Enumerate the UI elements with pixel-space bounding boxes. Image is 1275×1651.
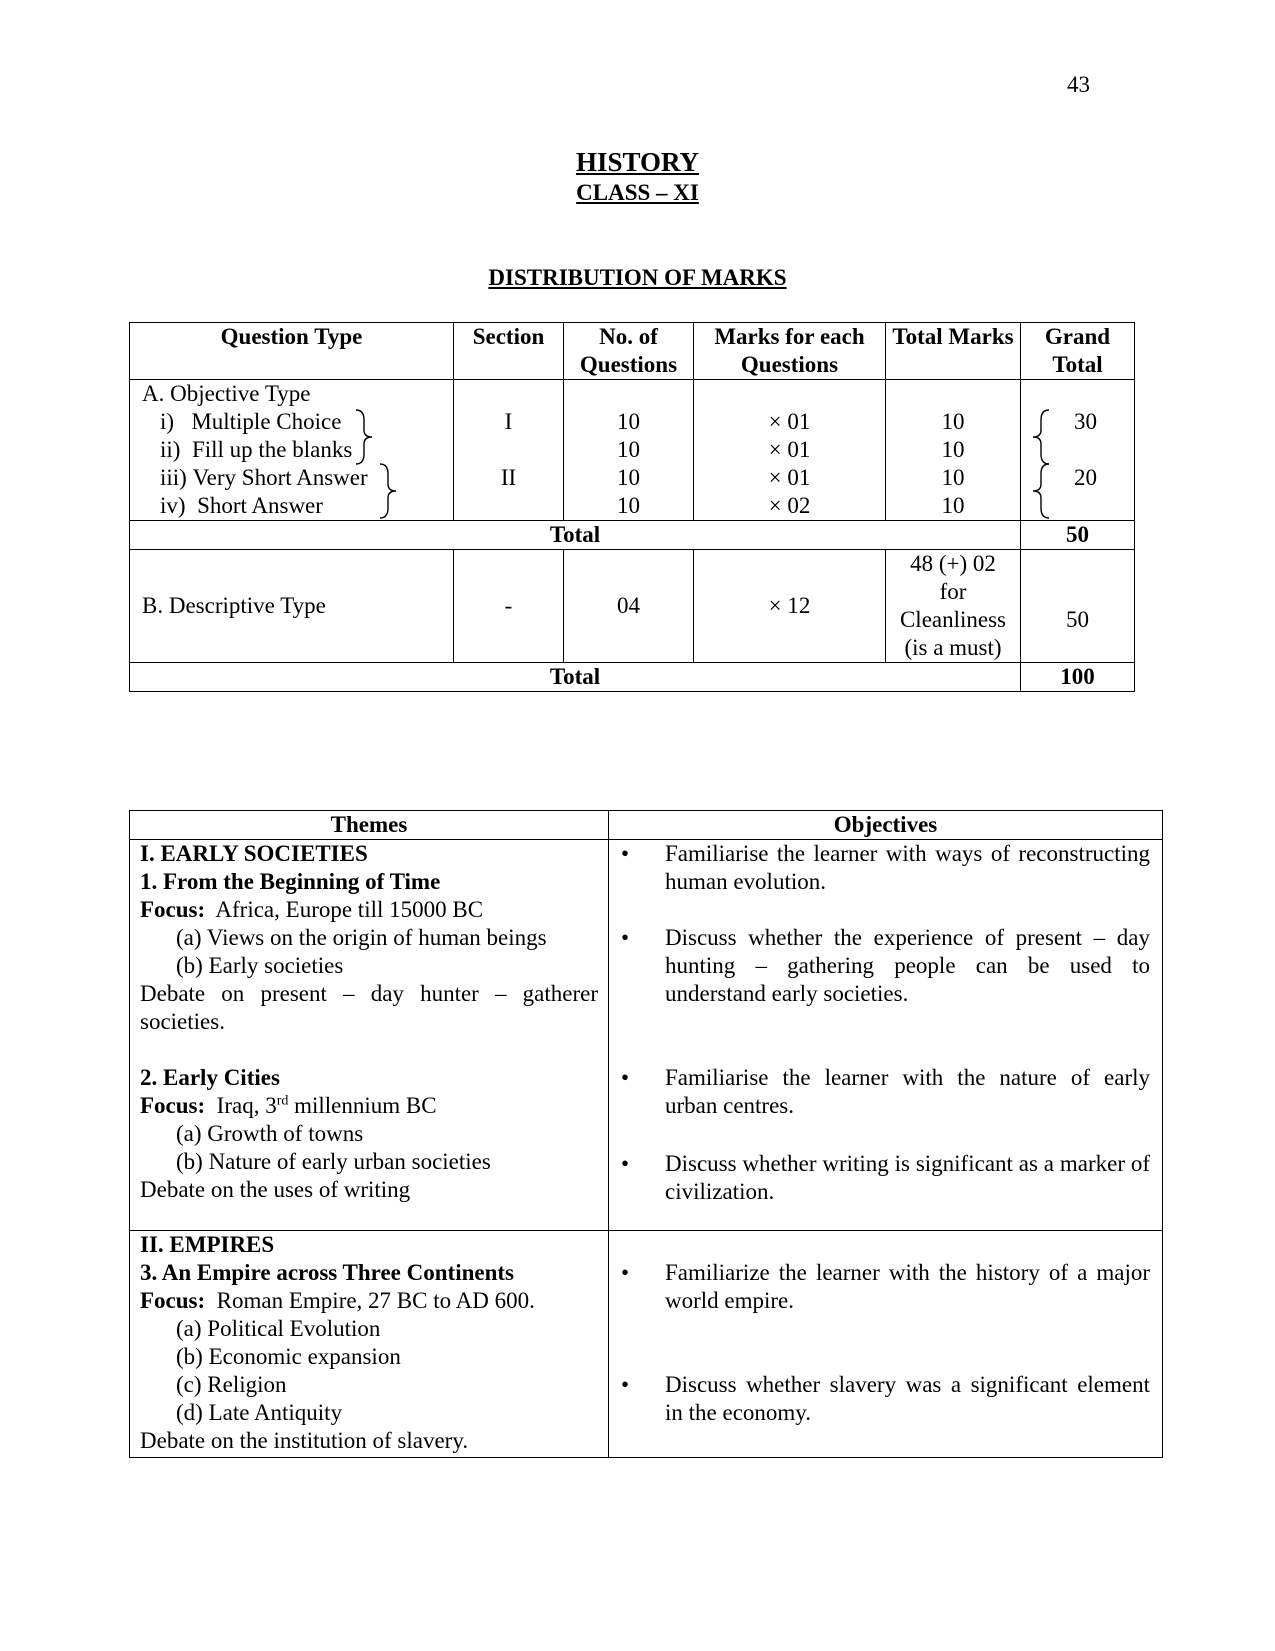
marks-each-value: × 02 <box>768 493 811 518</box>
descriptive-label: B. Descriptive Type <box>130 550 454 663</box>
count-value: 10 <box>617 465 640 490</box>
count-value: 10 <box>617 437 640 462</box>
grand-total-value: 30 <box>1074 409 1097 434</box>
subject-title: HISTORY <box>575 147 700 177</box>
focus-text: Iraq, 3 <box>216 1093 277 1118</box>
objective-bullet: • Discuss whether the experience of present – day hunting – gathering people can be used to understand early societies. <box>621 924 1150 1008</box>
section-title <box>0 265 1275 291</box>
final-total-row <box>130 663 1135 692</box>
focus-line <box>140 896 598 924</box>
header-total-marks: Total Marks <box>886 323 1021 380</box>
page-title <box>0 147 1275 178</box>
right-brace-icon <box>352 408 378 466</box>
focus-line <box>140 1092 598 1120</box>
objective-label: A. Objective Type <box>142 381 311 406</box>
focus-label: Focus: <box>140 897 206 922</box>
theme-title: 2. Early Cities <box>140 1065 280 1090</box>
total-line: for <box>939 579 967 604</box>
focus-label: Focus: <box>140 1093 206 1118</box>
theme-title: 1. From the Beginning of Time <box>140 869 441 894</box>
final-total-value: 100 <box>1021 663 1135 692</box>
objective-grand-totals <box>1021 380 1135 521</box>
sub-topic: (d) Late Antiquity <box>176 1400 343 1425</box>
header-no-of-questions: No. of Questions <box>564 323 694 380</box>
sub-topic: (c) Religion <box>176 1372 287 1397</box>
objective-item <box>142 492 453 520</box>
objective-row <box>130 380 1135 521</box>
left-brace-icon <box>1029 408 1055 466</box>
total-value: 10 <box>941 493 965 518</box>
theme-row-early-societies <box>130 840 1163 1231</box>
grand-total-value: 20 <box>1074 465 1097 490</box>
marks-each-value: × 01 <box>768 437 811 462</box>
class-label: CLASS – XI <box>576 180 699 205</box>
focus-text: millennium BC <box>288 1093 437 1118</box>
objectives-cell <box>609 840 1163 1231</box>
sub-topic: (a) Views on the origin of human beings <box>176 925 547 950</box>
objective-bullet: • Familiarize the learner with the history of a major world empire. <box>621 1259 1150 1315</box>
part-title: I. EARLY SOCIETIES <box>140 841 368 866</box>
item-name: Multiple Choice <box>191 409 342 434</box>
objective-total-label: Total <box>130 521 1021 550</box>
objective-marks-each <box>694 380 886 521</box>
descriptive-marks-each: × 12 <box>694 550 886 663</box>
sub-topic: (a) Growth of towns <box>176 1121 364 1146</box>
distribution-title: DISTRIBUTION OF MARKS <box>488 265 787 290</box>
objective-sections <box>454 380 564 521</box>
item-number: ii) <box>160 437 181 462</box>
count-value: 10 <box>617 409 640 434</box>
total-value: 10 <box>941 409 965 434</box>
descriptive-row <box>130 550 1135 663</box>
item-number: iv) <box>160 493 186 518</box>
sub-topic: (a) Political Evolution <box>176 1316 381 1341</box>
objective-totals <box>886 380 1021 521</box>
focus-label: Focus: <box>140 1288 206 1313</box>
focus-text: Africa, Europe till 15000 BC <box>215 897 484 922</box>
focus-superscript: rd <box>276 1093 289 1109</box>
objective-total-row <box>130 521 1135 550</box>
debate-text: Debate on the uses of writing <box>140 1177 411 1202</box>
item-name: Very Short Answer <box>192 465 368 490</box>
total-line: Cleanliness <box>899 607 1007 632</box>
descriptive-count: 04 <box>564 550 694 663</box>
sub-topic: (b) Early societies <box>176 953 344 978</box>
objective-item <box>142 436 453 464</box>
final-total-label: Total <box>130 663 1021 692</box>
header-objectives: Objectives <box>609 811 1163 840</box>
theme-title: 3. An Empire across Three Continents <box>140 1260 514 1285</box>
total-line: (is a must) <box>904 635 1002 660</box>
themes-header-row <box>130 811 1163 840</box>
theme-row-empires <box>130 1231 1163 1458</box>
total-line: 48 (+) 02 <box>910 551 996 576</box>
marks-distribution-table <box>129 322 1135 692</box>
descriptive-section: - <box>454 550 564 663</box>
themes-cell <box>130 840 609 1231</box>
objective-question-types <box>130 380 454 521</box>
descriptive-grand <box>1021 550 1135 663</box>
total-value: 10 <box>941 465 965 490</box>
sub-topic: (b) Nature of early urban societies <box>176 1149 491 1174</box>
item-name: Fill up the blanks <box>191 437 353 462</box>
page-number: 43 <box>1067 72 1090 97</box>
objective-bullet: • Familiarise the learner with the nature of early urban centres. <box>621 1064 1150 1120</box>
header-question-type: Question Type <box>130 323 454 380</box>
section-value: I <box>504 409 513 434</box>
themes-objectives-table <box>129 810 1163 1458</box>
focus-line <box>140 1287 598 1315</box>
focus-text: Roman Empire, 27 BC to AD 600. <box>216 1288 535 1313</box>
total-value: 10 <box>941 437 965 462</box>
marks-each-value: × 01 <box>768 465 811 490</box>
header-marks-each: Marks for each Questions <box>694 323 886 380</box>
objective-bullet: • Discuss whether slavery was a significant element in the economy. <box>621 1371 1150 1427</box>
objectives-cell <box>609 1231 1163 1458</box>
header-section: Section <box>454 323 564 380</box>
objective-total-value: 50 <box>1021 521 1135 550</box>
descriptive-total <box>886 550 1021 663</box>
objective-item <box>142 408 453 436</box>
marks-header-row <box>130 323 1135 380</box>
right-brace-icon <box>376 462 402 520</box>
item-number: i) <box>160 409 175 434</box>
count-value: 10 <box>617 493 640 518</box>
header-themes: Themes <box>130 811 609 840</box>
left-brace-icon <box>1029 462 1055 520</box>
objective-item <box>142 464 453 492</box>
section-value: II <box>500 465 517 490</box>
objective-bullet: • Familiarise the learner with ways of reconstructing human evolution. <box>621 840 1150 896</box>
sub-topic: (b) Economic expansion <box>176 1344 401 1369</box>
debate-text: Debate on the institution of slavery. <box>140 1428 469 1453</box>
item-number: iii) <box>160 465 187 490</box>
marks-each-value: × 01 <box>768 409 811 434</box>
part-title: II. EMPIRES <box>140 1232 275 1257</box>
themes-cell <box>130 1231 609 1458</box>
item-name: Short Answer <box>197 493 323 518</box>
header-grand-total: Grand Total <box>1021 323 1135 380</box>
class-title <box>0 180 1275 206</box>
objective-counts <box>564 380 694 521</box>
grand-total-value: 50 <box>1066 607 1089 632</box>
objective-bullet: • Discuss whether writing is significant as a marker of civilization. <box>621 1150 1150 1206</box>
debate-text: Debate on present – day hunter – gatherer societies. <box>140 981 598 1034</box>
